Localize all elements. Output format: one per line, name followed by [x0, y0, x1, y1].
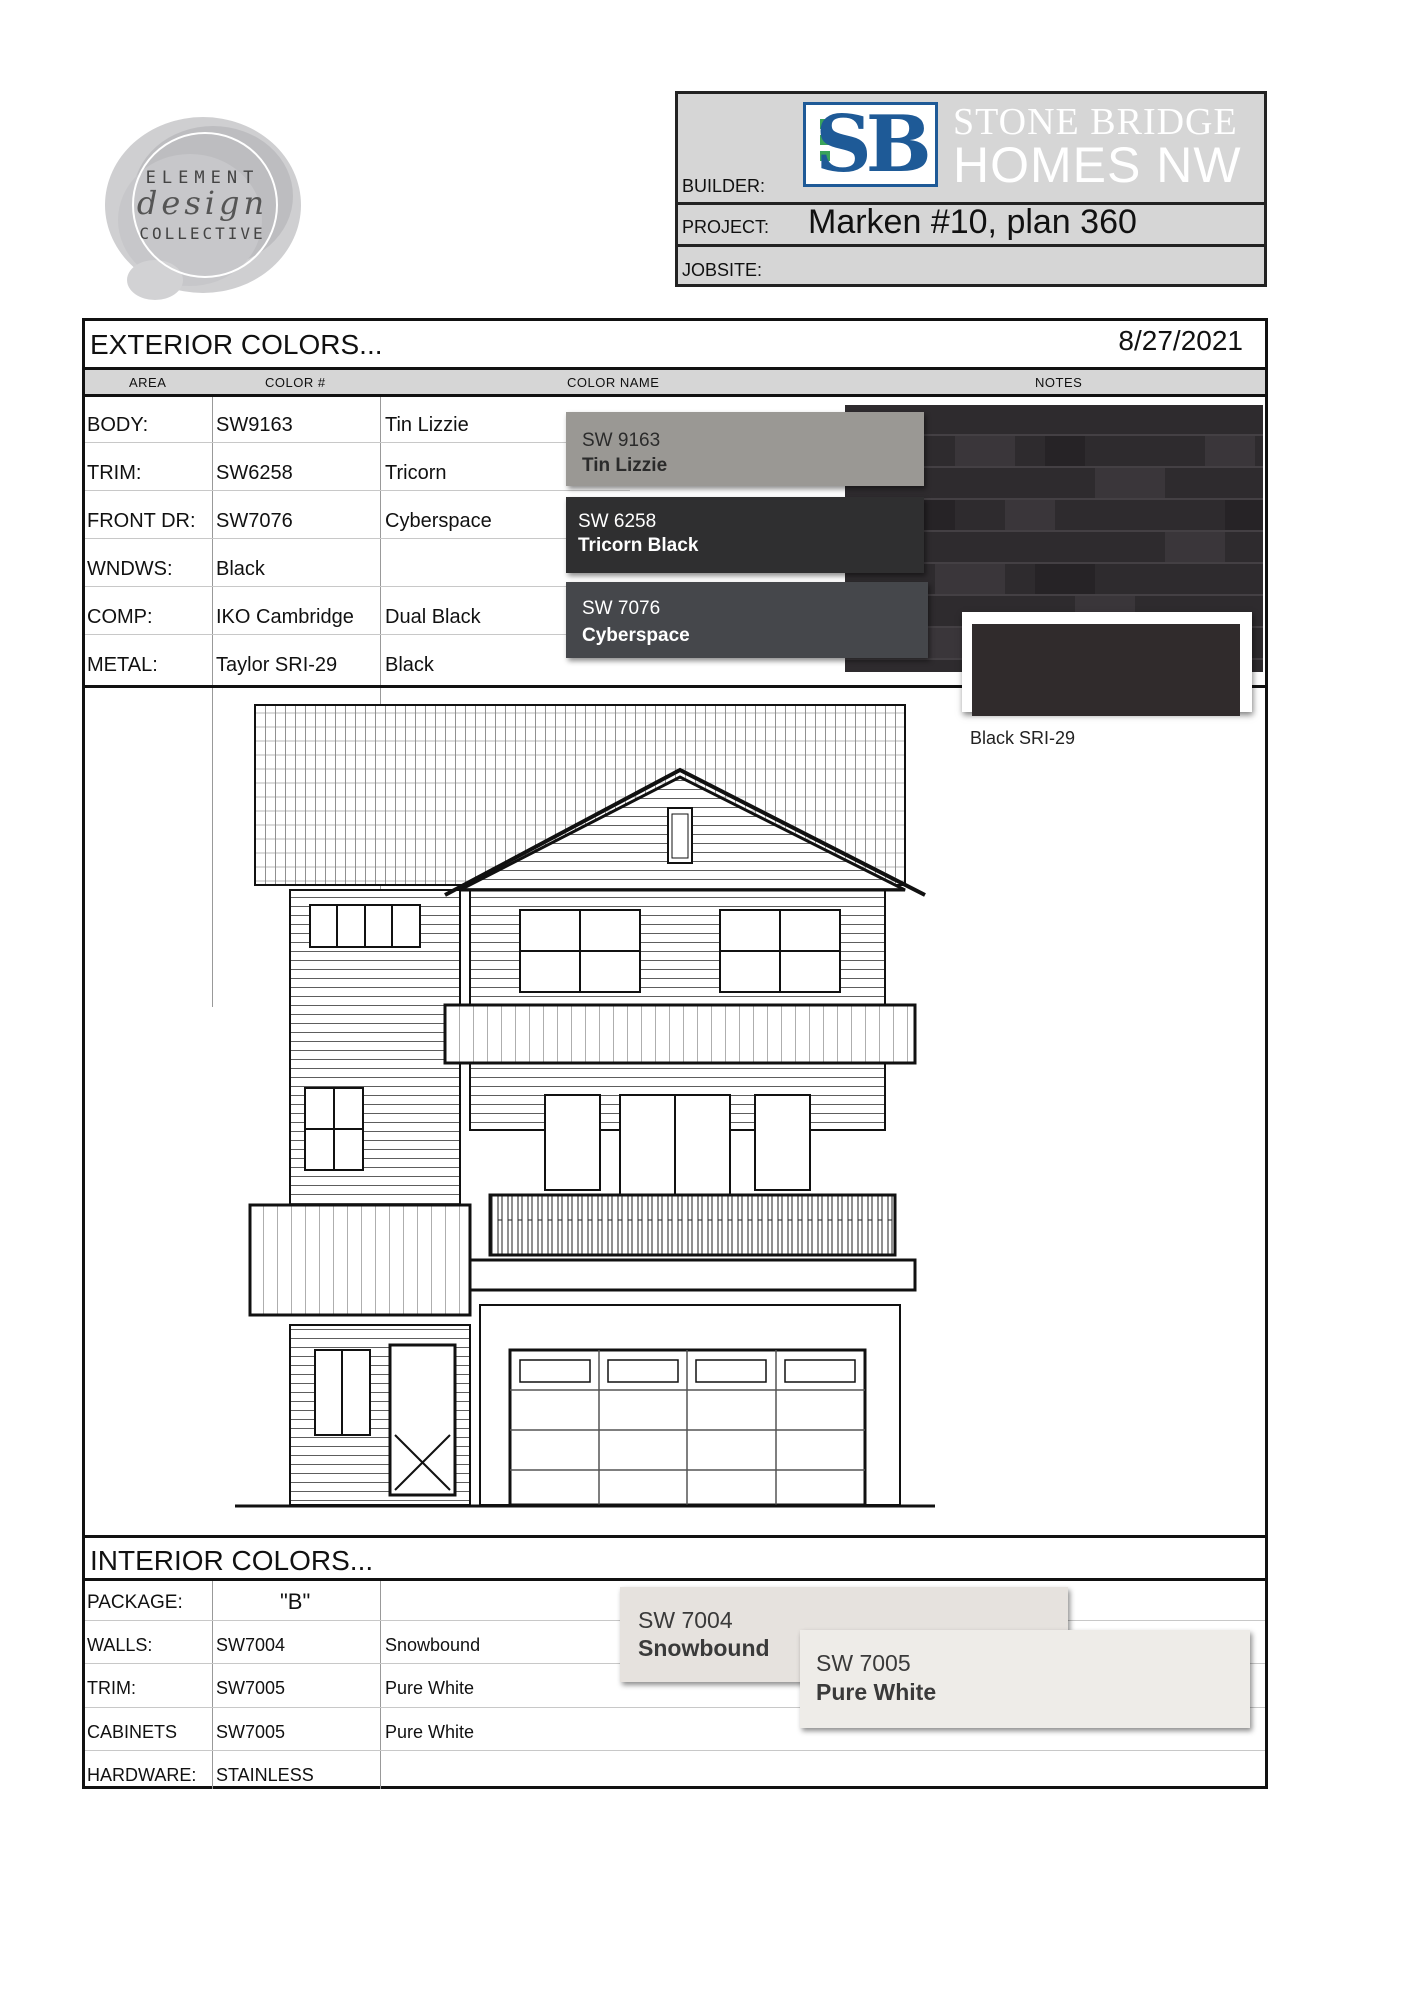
jobsite-row: [678, 244, 1264, 287]
house-elevation-illustration: [235, 700, 935, 1518]
exterior-area: BODY:: [87, 414, 149, 436]
swatch-code: SW 7076: [582, 598, 661, 619]
builder-label: BUILDER:: [682, 176, 766, 196]
interior-color-name: Snowbound: [385, 1635, 481, 1655]
logo-line-element: ELEMENT: [145, 168, 260, 188]
exterior-color-name: Black: [385, 654, 434, 676]
sb-mark-icon: [803, 99, 938, 190]
swatch-name: Tin Lizzie: [582, 455, 668, 476]
swatch-cyberspace: [566, 582, 928, 658]
project-label: PROJECT:: [682, 217, 770, 237]
interior-area: CABINETS: [87, 1722, 178, 1742]
swatch-code: SW 6258: [578, 511, 657, 532]
interior-area: TRIM:: [87, 1678, 136, 1698]
exterior-color-name: Cyberspace: [385, 510, 492, 532]
swatch-tin-lizzie: [566, 412, 924, 486]
interior-color-num: SW7005: [216, 1722, 286, 1742]
exterior-area: FRONT DR:: [87, 510, 196, 532]
interior-area: HARDWARE:: [87, 1765, 197, 1785]
project-row: [678, 202, 1264, 245]
exterior-color-name: Tin Lizzie: [385, 414, 469, 436]
logo-line-collective: COLLECTIVE: [139, 224, 266, 243]
col-notes: NOTES: [1035, 375, 1083, 390]
exterior-color-num: Black: [216, 558, 265, 580]
project-value: Marken #10, plan 360: [808, 203, 1137, 241]
interior-color-name: Pure White: [385, 1678, 475, 1698]
interior-area: WALLS:: [87, 1635, 153, 1655]
interior-section-title: INTERIOR COLORS...: [90, 1545, 374, 1576]
exterior-color-num: Taylor SRI-29: [216, 654, 338, 676]
exterior-color-name: Tricorn: [385, 462, 447, 484]
swatch-name: Snowbound: [638, 1635, 770, 1661]
exterior-area: METAL:: [87, 654, 158, 676]
schedule-date: 8/27/2021: [1118, 325, 1243, 356]
interior-color-num: STAINLESS: [216, 1765, 314, 1785]
swatch-name: Cyberspace: [582, 625, 690, 646]
logo-line-design: design: [136, 184, 269, 222]
swatch-name: Tricorn Black: [578, 535, 699, 556]
builder-info-box: [675, 91, 1267, 287]
swatch-code: SW 7004: [638, 1607, 733, 1633]
col-color-name: COLOR NAME: [567, 375, 660, 390]
element-design-collective-logo: [95, 100, 310, 315]
exterior-area: TRIM:: [87, 462, 142, 484]
exterior-color-num: IKO Cambridge: [216, 606, 354, 628]
interior-area: PACKAGE:: [87, 1592, 183, 1613]
interior-color-num: SW7004: [216, 1635, 286, 1655]
exterior-area: COMP:: [87, 606, 153, 628]
front-elevation-drawing: [235, 700, 935, 1518]
interior-color-num: "B": [280, 1589, 311, 1614]
exterior-column-header: [85, 370, 1265, 394]
exterior-color-num: SW6258: [216, 462, 293, 484]
swatch-name: Pure White: [816, 1679, 937, 1705]
swatch-code: SW 7005: [816, 1650, 911, 1676]
swatch-pure-white: [800, 1630, 1250, 1728]
metal-swatch-chip: [972, 624, 1240, 716]
swatch-code: SW 9163: [582, 430, 661, 451]
exterior-color-num: SW9163: [216, 414, 293, 436]
exterior-color-num: SW7076: [216, 510, 293, 532]
swatch-tricorn-black: [566, 497, 924, 573]
builder-name-line1: STONE BRIDGE: [953, 101, 1238, 143]
sb-mark-letters: SB: [815, 99, 926, 190]
interior-color-num: SW7005: [216, 1678, 286, 1698]
metal-swatch-card: [962, 612, 1252, 712]
exterior-area: WNDWS:: [87, 558, 173, 580]
col-color-num: COLOR #: [265, 375, 326, 390]
interior-color-name: Pure White: [385, 1722, 475, 1742]
exterior-color-name: Dual Black: [385, 606, 481, 628]
metal-swatch-label: Black SRI-29: [970, 728, 1076, 748]
exterior-section-title: EXTERIOR COLORS...: [90, 329, 383, 360]
builder-name-line2: HOMES NW: [953, 137, 1242, 193]
col-area: AREA: [129, 375, 167, 390]
jobsite-label: JOBSITE:: [682, 260, 763, 280]
